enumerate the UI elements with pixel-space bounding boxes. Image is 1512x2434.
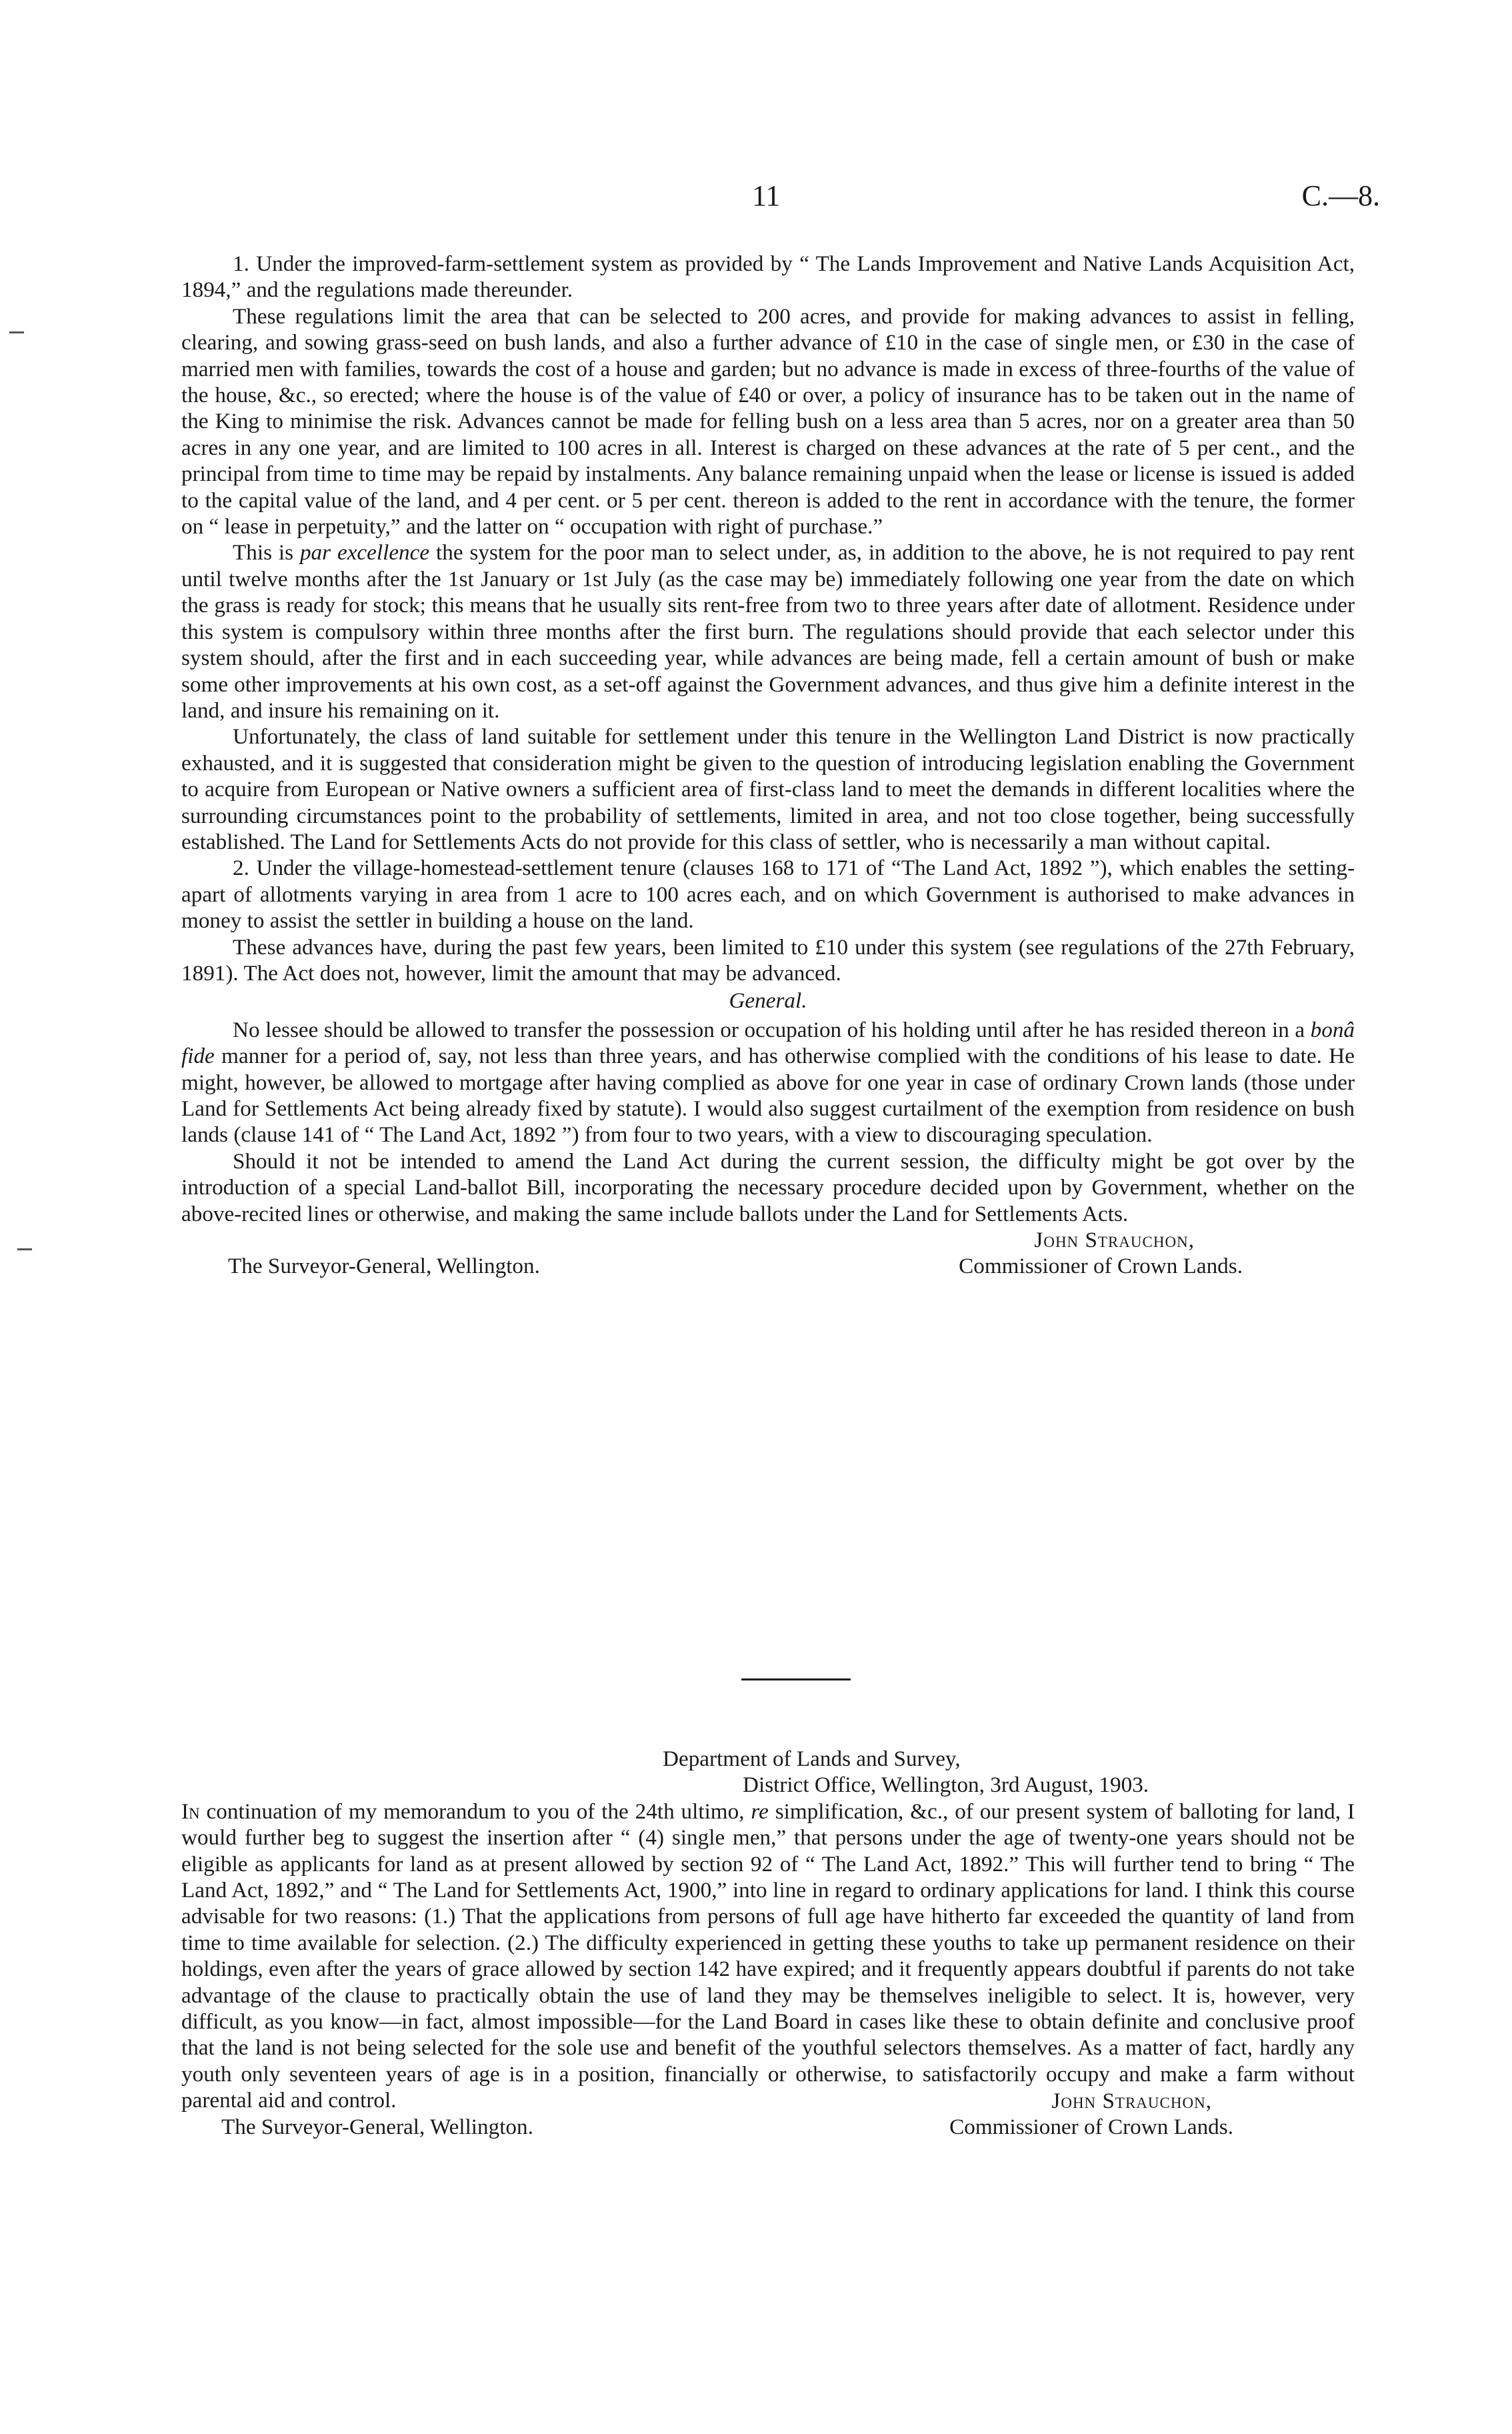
office-date-line: District Office, Wellington, 3rd August, 1903. — [743, 1772, 1149, 1798]
paragraph: In continuation of my memorandum to you of the 24th ultimo, re simplification, &c., of our present system of balloting for land, I would further beg to suggest the insertion after “ (4) single men,” that persons under the age of twenty-one years should not be eligible as applicants for land as at present allowed by section 92 of “ The Land Act, 1892.” This will further tend to bring “ The Land Act, 1892,” and “ The Land for Settlements Act, 1900,” into line in regard to ordinary applications for land. I think this course advisable for two reasons: (1.) That the applications from persons of full age have hitherto far exceeded the quantity of land from time to time available for selection. (2.) The difficulty experienced in getting these youths to take up permanent residence on their holdings, even after the years of grace allowed by section 142 have expired; and it frequently appears doubtful if parents do not take advantage of the clause to practically obtain the use of land they may be themselves ineligible to select. It is, however, very difficult, as you know—in fact, almost impossible—for the Land Board in cases like these to obtain definite and conclusive proof that the land is not being selected for the sole use and benefit of the youthful selectors themselves. As a matter of fact, hardly any youth only seventeen years of age is in a position, financially or otherwise, to satisfactorily occupy and make a farm without parental aid and control. — [181, 1798, 1355, 2113]
section-divider — [741, 1678, 851, 1680]
addressee: The Surveyor-General, Wellington. — [221, 2115, 533, 2140]
page-header — [0, 179, 1512, 219]
signature-block — [181, 1253, 1355, 1279]
paragraph: This is par excellence the system for the poor man to select under, as, in addition to the above, he is not required to pay rent until twelve months after the 1st January or 1st July (as the case may be) immediately following one year from the date on which the grass is ready for stock; this means that he usually sits rent-free from two to three years after date of allotment. Residence under this system is compulsory within three months after the first burn. The regulations should provide that each selector under this system should, after the first and in each succeeding year, while advances are being made, fell a certain amount of bush or make some other improvements at his own cost, as a set-off against the Government advances, and thus give him a definite interest in the land, and insure his remaining on it. — [181, 540, 1355, 723]
italic-phrase: bonâ fide — [181, 1017, 1355, 1069]
margin-mark — [9, 331, 24, 333]
margin-mark — [17, 1248, 32, 1250]
paragraph: Unfortunately, the class of land suitable for settlement under this tenure in the Wellington Land District is now practically exhausted, and it is suggested that consideration might be given to the question of introducing legislation enabling the Government to acquire from European or Native owners a sufficient area of first-class land to meet the demands in different localities where the surrounding circumstances point to the probability of settlements, limited in area, and not too close together, being successfully established. The Land for Settlements Acts do not provide for this class of settler, who is necessarily a man without capital. — [181, 724, 1355, 854]
section-heading: General. — [729, 988, 807, 1014]
page-number: 11 — [752, 179, 781, 212]
lead-word: In — [181, 1798, 200, 1824]
paragraph: No lessee should be allowed to transfer the possession or occupation of his holding until after he has resided thereon in a bonâ fide manner for a period of, say, not less than three years, and has otherwise complied with the conditions of his lease to date. He might, however, be allowed to mortgage after having complied as above for one year in case of ordinary Crown lands (those under Land for Settlements Act being already fixed by statute). I would also suggest curtailment of the exemption from residence on bush lands (clause 141 of “ The Land Act, 1892 ”) from four to two years, with a view to discouraging speculation. — [181, 1017, 1355, 1148]
paragraph: These regulations limit the area that can be selected to 200 acres, and provide for making advances to assist in felling, clearing, and sowing grass-seed on bush lands, and also a further advance of £10 in the case of single men, or £30 in the case of married men with families, towards the cost of a house and garden; but no advance is made in excess of three-fourths of the value of the house, &c., so erected; where the house is of the value of £40 or over, a policy of insurance has to be taken out in the name of the King to minimise the risk. Advances cannot be made for felling bush on a less area than 5 acres, nor on a greater area than 50 acres in any one year, and are limited to 100 acres in all. Interest is charged on these advances at the rate of 5 per cent., and the principal from time to time may be repaid by instalments. Any balance remaining unpaid when the lease or license is issued is added to the capital value of the land, and 4 per cent. or 5 per cent. thereon is added to the rent in accordance with the tenure, the former on “ lease in perpetuity,” and the latter on “ occupation with right of purchase.” — [181, 303, 1355, 539]
paragraph: 2. Under the village-homestead-settlement tenure (clauses 168 to 171 of “The Land Act, 1892 ”), which enables the setting-apart of allotments varying in area from 1 acre to 100 acres each, and on which Government is authorised to make advances in money to assist the settler in building a house on the land. — [181, 856, 1355, 934]
paragraph: Should it not be intended to amend the Land Act during the current session, the difficulty might be got over by the introduction of a special Land-ballot Bill, incorporating the necessary procedure decided upon by Government, whether on the above-recited lines or otherwise, and making the same include ballots under the Land for Settlements Acts. — [181, 1148, 1355, 1226]
signatory-name: John Strauchon, — [1051, 2088, 1212, 2113]
document-reference: C.—8. — [1301, 179, 1380, 212]
signatory-name: John Strauchon, — [1034, 1228, 1195, 1253]
signatory-title: Commissioner of Crown Lands. — [949, 2115, 1233, 2140]
paragraph: 1. Under the improved-farm-settlement system as provided by “ The Lands Improvement and Native Lands Acquisition Act, 1894,” and the regulations made thereunder. — [181, 251, 1355, 303]
italic-phrase: par excellence — [299, 540, 430, 565]
signatory-title: Commissioner of Crown Lands. — [959, 1254, 1243, 1279]
paragraph: These advances have, during the past few years, been limited to £10 under this system (see regulations of the 27th February, 1891). The Act does not, however, limit the amount that may be advanced. — [181, 934, 1355, 986]
signature-block — [181, 2114, 1355, 2140]
addressee: The Surveyor-General, Wellington. — [228, 1254, 540, 1279]
department-line: Department of Lands and Survey, — [663, 1746, 961, 1771]
memo-section-2 — [181, 1746, 1355, 2141]
italic-phrase: re — [751, 1798, 769, 1824]
memo-section-1 — [181, 251, 1355, 1280]
